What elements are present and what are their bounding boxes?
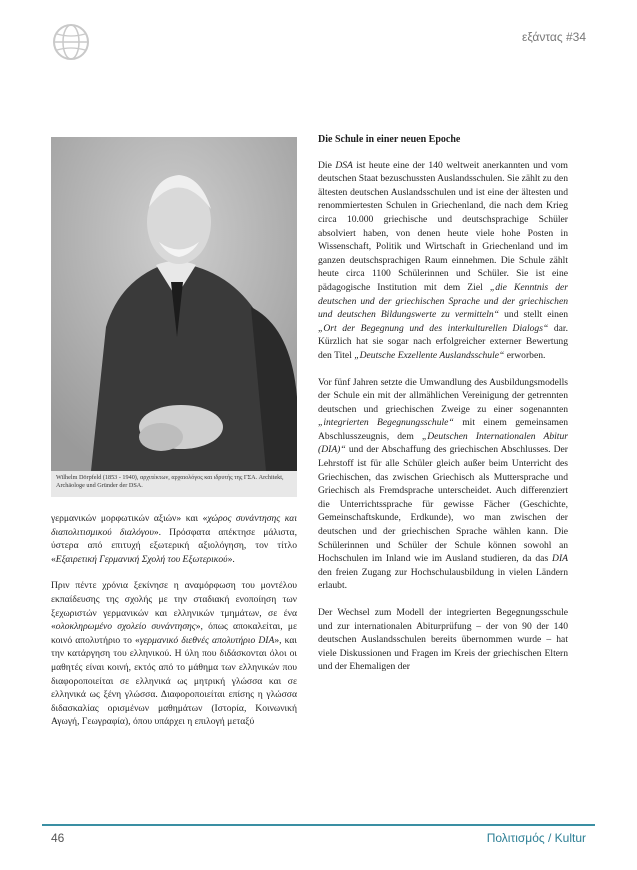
paragraph: Der Wechsel zum Modell der integrierten Begegnungsschule und zur internationalen Abiturprüfung – der von 90 der 140 deutschen Auslandsschulen bereits übernommen wurde – hat viele Diskussionen und Fragen im Kreis der griechischen Eltern und der Ehemaligen der [318, 607, 568, 673]
section-label: Πολιτισμός / Kultur [486, 831, 586, 845]
portrait-photo [51, 137, 297, 497]
page-number: 46 [51, 831, 65, 845]
paragraph: Vor fünf Jahren setzte die Umwandlung des Ausbildungsmodells der Schule ein mit der allmählichen Vereinigung der getrennten deutschen und griechischen Zweige zu einer sogenannten „integrierten Begegnungsschule“ mit einem gemeinsamen Abschlusszeugnis, dem „Deutschen Internationalen Abitur (DIA)“ und der Abschaffung des griechischen Abschlusses. Der Lehrstoff ist für alle Schüler gleich außer beim Unterricht des Griechischen, das zwischen Griechisch als Muttersprache und Griechisch als Fremdsprache unterscheidet. Auch differenziert die Unterrichtssprache für gewisse Fächer (Geschichte, Gemeinschaftskunde, Erdkunde), wo man zwischen der deutschen und der griechischen Sprache wählen kann. Die Schülerinnen und Schüler der Schule können sowohl an Hochschulen im Inland wie im Ausland studieren, da das DIA den freien Zugang zur Hochschulausbildung in vielen Ländern erlaubt. [318, 376, 568, 592]
photo-caption: Wilhelm Dörpfeld (1853 - 1940), αρχιτέκτων, αρχαιολόγος και ιδρυτής της ΓΣΑ. Architekt, Archäologe und Gründer der DSA. [51, 471, 297, 497]
issue-label: εξάντας #34 [522, 30, 586, 44]
footer-divider [42, 824, 595, 826]
paragraph: Πριν πέντε χρόνια ξεκίνησε η αναμόρφωση του μοντέλου εκπαίδευσης της σχολής με την σταδιακή ενοποίηση των ξεχωριστών γερμανικών και ελληνικών τμημάτων, σε ένα «ολοκληρωμένο σχολείο συνάντησης», όπως αποκαλείται, με κοινό απολυτήριο το «γερμανικό διεθνές απολυτήριο DIA», και την κατάργηση του ελληνικού. Η ύλη που διδάσκονται όλοι οι μαθητές είναι κοινή, εκτός από το μάθημα των ελληνικών που διαφοροποιείται σε ελληνικά ως μητρική γλώσσα και σε ελληνικά ως ξένη γλώσσα. Διαφοροποιείται επίσης η γλώσσα διδασκαλίας ορισμένων μαθημάτων (Ιστορία, Κοινωνική Αγωγή, Γεωγραφία), όπου υπάρχει η επιλογή μεταξύ [51, 580, 298, 728]
globe-logo-icon [51, 22, 91, 62]
paragraph: γερμανικών μορφωτικών αξιών» και «χώρος συνάντησης και διαπολιτισμικού διαλόγου». Πρόσφατα απέκτησε μάλιστα, ύστερα από επιτυχή εξωτερική αξιολόγηση, τον τίτλο «Εξαιρετική Γερμανική Σχολή του Εξωτερικού». [51, 513, 297, 565]
left-column [51, 512, 297, 742]
section-heading: Die Schule in einer neuen Epoche [318, 134, 461, 145]
paragraph: Die DSA ist heute eine der 140 weltweit anerkannten und vom deutschen Staat bezuschussten Auslandsschulen. Sie zählt zu den ältesten deutschen Auslandsschulen und ist eine der ältesten und renommiertesten Schulen in Griechenland, die nach dem Krieg circa 10.000 griechische und deutschsprachige Schüler absolviert haben, von denen heute viele hohe Posten in Wissenschaft, Politik und Wirtschaft in Griechenland und im ganzen deutschsprachigen Raum einnehmen. Die Schule zählt heute circa 1100 Schülerinnen und Schüler. Sie ist eine pädagogische Institution mit dem Ziel „die Kenntnis der deutschen und der griechischen Sprache und der griechischen und deutschen Bildungswerte zu vermitteln“ und stellt einen „Ort der Begegnung und des interkulturellen Dialogs“ dar. Kürzlich hat sie sogar nach erfolgreicher externer Bewertung den Titel „Deutsche Exzellente Auslandsschule“ erworben. [318, 159, 568, 361]
right-column [318, 133, 568, 687]
